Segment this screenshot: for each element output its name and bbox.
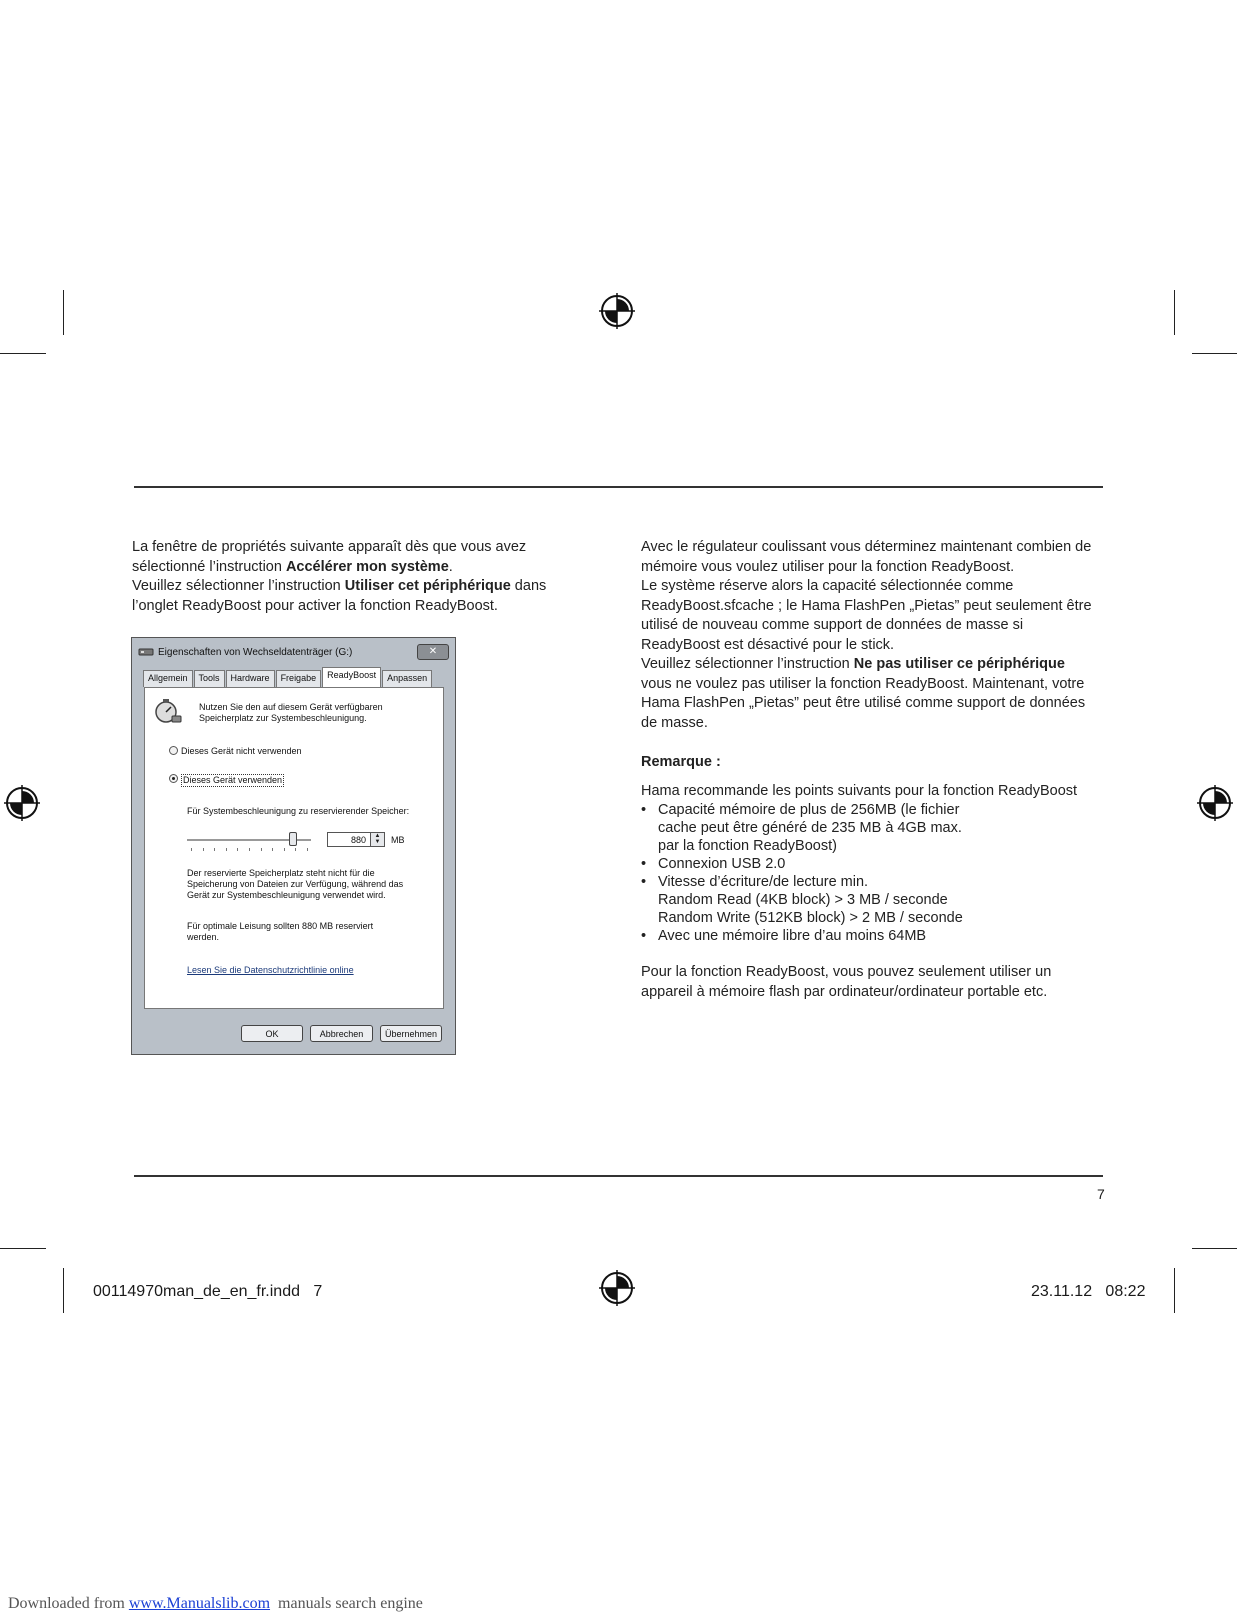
properties-dialog [131,637,456,1055]
crop-mark [63,290,64,335]
registration-mark-icon [599,293,635,329]
slider-tick [249,848,250,851]
closing-paragraph: Pour la fonction ReadyBoost, vous pouvez seulement utiliser un appareil à mémoire flash par ordinateur/ordinateur portable etc. [641,964,1052,1000]
slider-tick [307,848,308,851]
deactivate-paragraph: Veuillez sélectionner l’instruction Ne pas utiliser ce périphérique vous ne voulez pas utiliser la fonction ReadyBoost. Maintenant, votre Hama FlashPen „Pietas” peut être utilisé comme support de données de masse. [641,656,1086,731]
system-paragraph: Le système réserve alors la capacité sélectionnée comme ReadyBoost.sfcache ; le Hama FlashPen „Pietas” peut seulement être utilisé de nouveau comme support de données de masse si ReadyBoost est désactivé pour le stick. [641,578,1092,653]
crop-mark [0,1248,46,1249]
slider-ticks [187,848,311,852]
tab-tools[interactable]: Tools [194,670,225,687]
intro-text: Nutzen Sie den auf diesem Gerät verfügbaren Speicherplatz zur Systembeschleunigung. [199,702,383,723]
info-text-reserved: Der reservierte Speicherplatz steht nicht für die Speicherung von Dateien zur Verfügung, während das Gerät zur Systembeschleunigung verwendet wird. [187,868,404,900]
intro-paragraph: La fenêtre de propriétés suivante apparaît dès que vous avez sélectionné l’instruction Accélérer mon système. Veuillez sélectionner l’instruction Utiliser cet périphérique dans l’onglet ReadyBoost pour activer la fonction ReadyBoost. [132,539,547,614]
right-column [641,538,1096,1002]
list-item: • Avec une mémoire libre d’au moins 64MB [641,927,1096,945]
slider-thumb[interactable] [289,832,297,846]
ok-button[interactable]: OK [241,1025,303,1042]
page-number: 7 [1097,1186,1105,1202]
dialog-tabs [143,670,433,687]
bold-instruction: Ne pas utiliser ce périphérique [853,656,1065,672]
readyboost-panel [144,687,444,1009]
tab-allgemein[interactable]: Allgemein [143,670,193,687]
radio-not-use-label: Dieses Gerät nicht verwenden [181,746,302,756]
list-item: • Connexion USB 2.0 [641,855,1096,873]
cancel-button[interactable]: Abbrechen [310,1025,373,1042]
list-item: • Capacité mémoire de plus de 256MB (le fichier cache peut être généré de 235 MB à 4GB max. par la fonction ReadyBoost) [641,801,1096,855]
list-item: • Vitesse d’écriture/de lecture min. Random Read (4KB block) > 3 MB / seconde Random Write (512KB block) > 2 MB / seconde [641,873,1096,927]
info-text-optimal: Für optimale Leisung sollten 880 MB reserviert werden. [187,921,374,942]
bold-instruction: Accélérer mon système [285,558,449,575]
slider-tick [191,848,192,851]
slider-tick [203,848,204,851]
close-button[interactable]: ✕ [417,644,449,660]
slider-paragraph: Avec le régulateur coulissant vous déterminez maintenant combien de mémoire vous voulez utiliser pour la fonction ReadyBoost. [641,539,1092,575]
requirements-list [641,801,1096,945]
crop-mark [1174,1268,1175,1313]
slider-tick [214,848,215,851]
remark-intro: Hama recommande les points suivants pour la fonction ReadyBoost [641,782,1078,799]
registration-mark-icon [599,1270,635,1306]
radio-use[interactable] [169,774,178,783]
top-rule [134,486,1103,488]
registration-mark-icon [4,785,40,821]
bold-instruction: Utiliser cet périphérique [344,578,511,594]
memory-slider[interactable] [187,832,311,850]
crop-mark [1174,290,1175,335]
stopwatch-icon [153,696,183,726]
unit-label: MB [391,835,405,845]
slug-datetime: 23.11.12 08:22 [1031,1283,1146,1300]
slider-tick [295,848,296,851]
bottom-rule [134,1175,1103,1177]
slider-tick [261,848,262,851]
manualslib-link[interactable]: www.Manualslib.com [128,1595,271,1612]
crop-mark [1192,353,1237,354]
crop-mark [63,1268,64,1313]
radio-not-use[interactable] [169,746,178,755]
remark-heading: Remarque : [641,754,721,770]
spin-arrows-icon[interactable]: ▲ ▼ [370,833,384,846]
drive-icon [138,647,154,657]
crop-mark [1192,1248,1237,1249]
privacy-link[interactable]: Lesen Sie die Datenschutzrichtlinie online [187,965,354,975]
radio-use-label: Dieses Gerät verwenden [183,775,283,785]
tab-readyboost[interactable]: ReadyBoost [322,667,381,687]
tab-freigabe[interactable]: Freigabe [276,670,322,687]
slider-tick [237,848,238,851]
apply-button[interactable]: Übernehmen [380,1025,442,1042]
reserve-label: Für Systembeschleunigung zu reservierender Speicher: [187,806,410,816]
crop-mark [0,353,46,354]
slider-tick [284,848,285,851]
slider-tick [226,848,227,851]
registration-mark-icon [1197,785,1233,821]
slider-tick [272,848,273,851]
tab-hardware[interactable]: Hardware [226,670,275,687]
download-footer: Downloaded from www.Manualslib.com manuals search engine [8,1595,423,1612]
dialog-titlebar [136,641,451,663]
spinbox-value: 880 [350,835,366,845]
dialog-title: Eigenschaften von Wechseldatenträger (G:) [158,646,353,658]
slug-filename: 00114970man_de_en_fr.indd 7 [93,1283,323,1300]
memory-spinbox[interactable] [327,832,385,847]
tab-anpassen[interactable]: Anpassen [382,670,432,687]
